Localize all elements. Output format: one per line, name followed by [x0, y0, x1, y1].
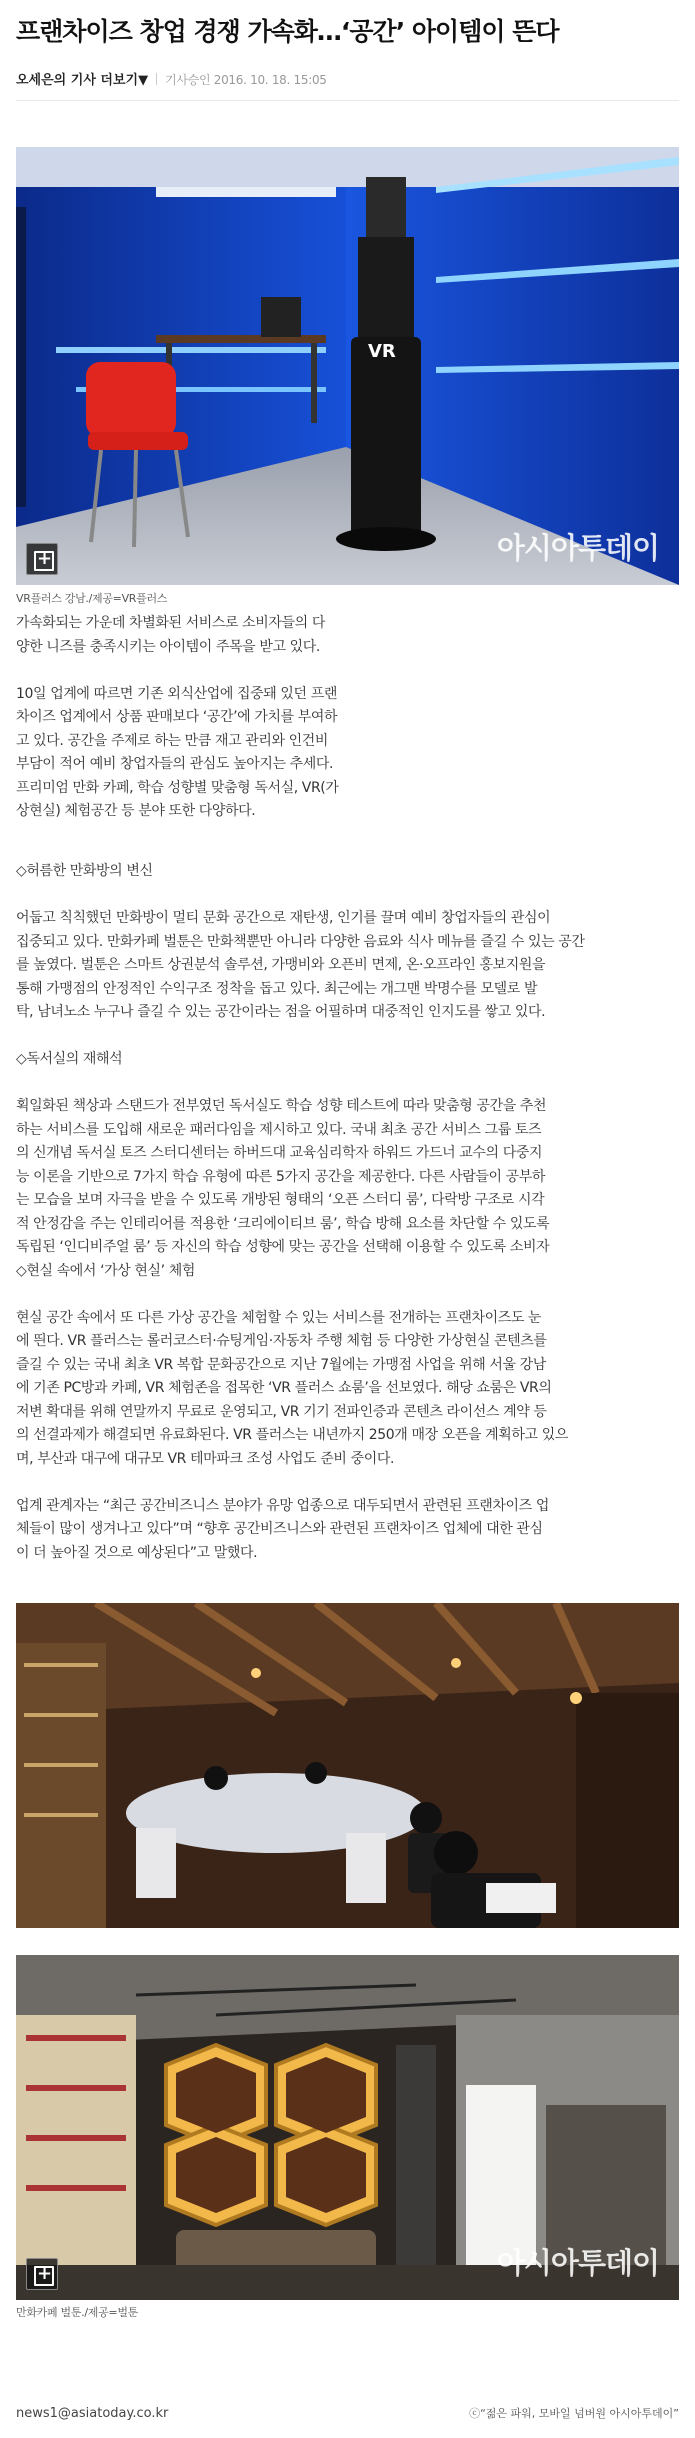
study-room-image: [16, 1603, 679, 1928]
article-meta: [16, 68, 679, 92]
article-photo-vr-showroom[interactable]: [16, 147, 679, 585]
svg-text:VR: VR: [368, 341, 396, 362]
article-lead: 가속화되는 가운데 차별화된 서비스로 소비자들의 다 양한 니즈를 충족시키는 아이템이 주목을 받고 있다. 10일 업계에 따르면 기존 외식산업에 집중돼 있던 프랜 차이즈 업계에서 상품 판매보다 ‘공간’에 가치를 부여하 고 있다. 공간을 주제로 하는 만큼 재고 관리와 인건비 부담이 적어 예비 창업자들의 관심도 높아지는 추세다. 프리미엄 만화 카페, 학습 성향별 맞춤형 독서실, VR(가 상현실) 체험공간 등 분야 또한 다양하다.: [16, 615, 339, 819]
header-divider: [16, 100, 679, 101]
watermark-logo: 아시아투데이: [496, 531, 659, 565]
meta-divider: [156, 73, 157, 85]
author-more-link[interactable]: 오세은의 기사 더보기▼: [16, 73, 149, 88]
expand-icon[interactable]: [26, 543, 58, 575]
section-heading: ◇현실 속에서 ‘가상 현실’ 체험: [16, 1262, 196, 1279]
approval-date: 기사승인 2016. 10. 18. 15:05: [165, 73, 327, 87]
watermark-logo: 아시아투데이: [496, 2246, 659, 2280]
section-manhwa: ◇허름한 만화방의 변신 어둡고 칙칙했던 만화방이 멀티 문화 공간으로 재탄생, 인기를 끌며 예비 창업자들의 관심이 집중되고 있다. 만화카페 벌툰은 만화책뿐만 아니라 다양한 음료와 식사 메뉴를 즐길 수 있는 공간 를 높였다. 벌툰은 스마트 상권분석 솔루션, 가맹비와 오픈비 면제, 온·오프라인 홍보지원을 통해 가맹점의 안정적인 수익구조 정착을 돕고 있다. 최근에는 개그맨 박명수를 모델로 발 탁, 남녀노소 누구나 즐길 수 있는 공간이라는 점을 어필하며 대중적인 인지도를 쌓고 있다. ◇독서실의 재해석 획일화된 책상과 스탠드가 전부였던 독서실도 학습 성향 테스트에 따라 맞춤형 공간을 추천 하는 서비스를 도입해 새로운 패러다임을 제시하고 있다. 국내 최초 공간 서비스 그룹 토즈 의 신개념 독서실 토즈 스터디센터는 하버드대 교육심리학자 하워드 가드너 교수의 다중지 능 이론을 기반으로 7가지 학습 유형에 따른 5가지 공간을 제공한다. 다른 사람들이 공부하 는 모습을 보며 자극을 받을 수 있도록 개방된 형태의 ‘오픈 스터디 룸’, 다락방 구조로 시각 적 안정감을 주는 인테리어를 적용한 ‘크리에이티브 룸’, 학습 방해 요소를 차단할 수 있도록 독립된 ‘인디비주얼 룸’ 등 자신의 학습 성향에 맞는 공간을 선택해 이용할 수 있도록 소비자 ◇현실 속에서 ‘가상 현실’ 체험 현실 공간 속에서 또 다른 가상 공간을 체험할 수 있는 서비스를 전개하는 프랜차이즈도 눈 에 띈다. VR 플러스는 롤러코스터·슈팅게임·자동차 주행 체험 등 다양한 가상현실 콘텐츠를 즐길 수 있는 국내 최초 VR 복합 문화공간으로 지난 7월에는 가맹점 사업을 위해 서울 강남 에 기존 PC방과 카페, VR 체험존을 접목한 ‘VR 플러스 쇼룸’을 선보였다. 해당 쇼룸은 VR의 저변 확대를 위해 연말까지 무료로 운영되고, VR 기기 전파인증과 콘텐츠 라이선스 계약 등 의 선결과제가 해결되면 유료화된다. VR 플러스는 내년까지 250개 매장 오픈을 계획하고 있으 며, 부산과 대구에 대규모 VR 테마파크 조성 사업도 준비 중이다. 업계 관계자는 “최근 공간비즈니스 분야가 유망 업종으로 대두되면서 관련된 프랜차이즈 업 체들이 많이 생겨나고 있다”며 “향후 공간비즈니스와 관련된 프랜차이즈 업체에 대한 관심 이 더 높아질 것으로 예상된다”고 말했다.: [16, 860, 679, 1565]
article-title: 프랜차이즈 창업 경쟁 가속화…‘공간’ 아이템이 뜬다: [16, 17, 559, 46]
reporter-email[interactable]: news1@asiatoday.co.kr: [16, 2406, 169, 2421]
article-photo-study-room: [16, 1603, 679, 1928]
section-heading: ◇독서실의 재해석: [16, 1051, 123, 1067]
article-footer: [16, 2403, 679, 2425]
vr-showroom-image: [16, 147, 679, 585]
photo-caption: VR플러스 강남./제공=VR플러스: [16, 592, 168, 605]
article-photo-beoltoon[interactable]: [16, 1955, 679, 2300]
section-heading: ◇허름한 만화방의 변신: [16, 863, 153, 879]
expand-icon[interactable]: [26, 2258, 58, 2290]
photo-caption: 만화카페 벌툰./제공=벌툰: [16, 2306, 138, 2319]
copyright-notice: ⓒ“젊은 파워, 모바일 넘버원 아시아투데이”: [469, 2407, 679, 2420]
